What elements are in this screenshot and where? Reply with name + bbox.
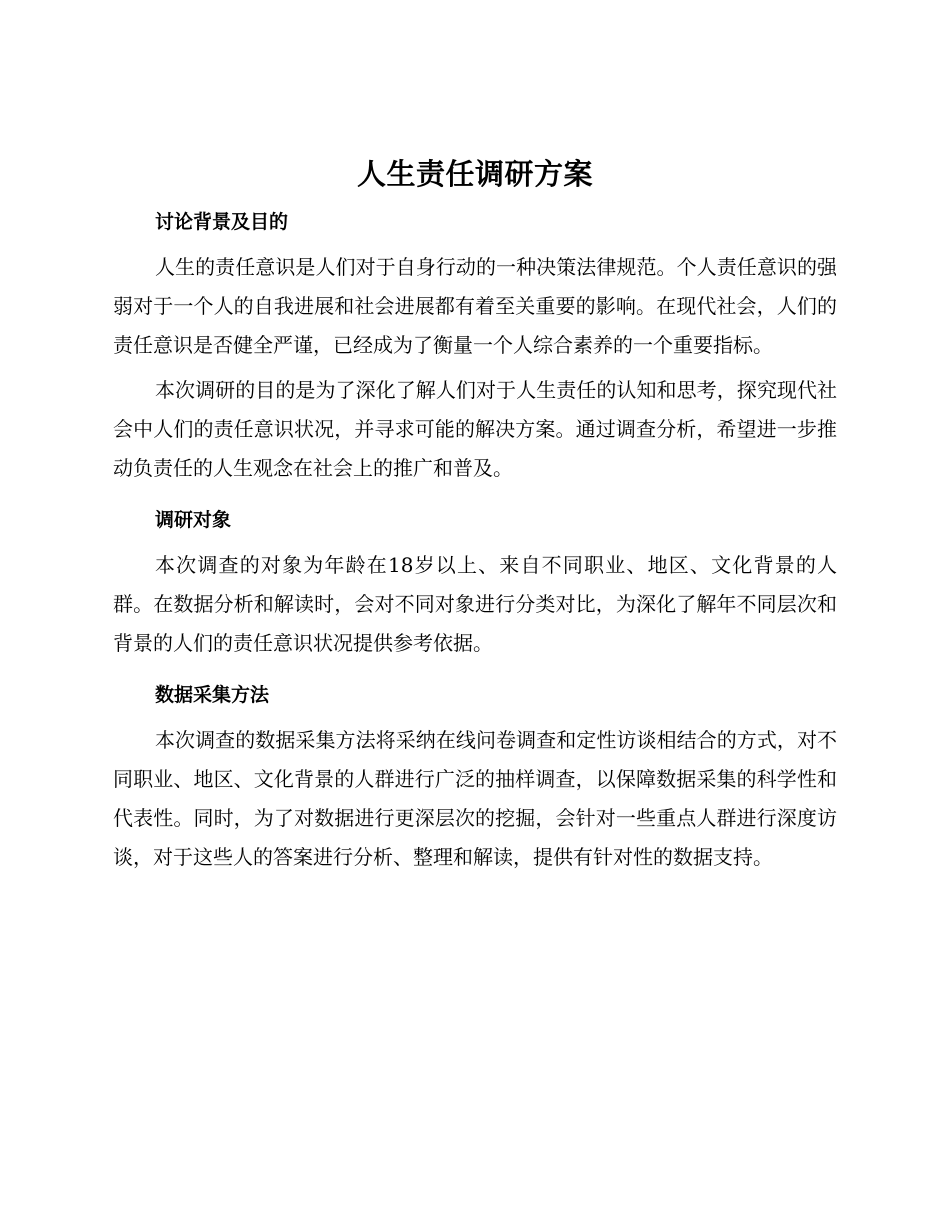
- document-page: [113, 146, 837, 877]
- paragraph-background-2: 本次调研的目的是为了深化了解人们对于人生责任的认知和思考，探究现代社会中人们的责任意识状况，并寻求可能的解决方案。通过调查分析，希望进一步推动负责任的人生观念在社会上的推广和普及。: [113, 378, 837, 480]
- paragraph-subjects: 本次调查的对象为年龄在18岁以上、来自不同职业、地区、文化背景的人群。在数据分析和解读时，会对不同对象进行分类对比，为深化了解年不同层次和背景的人们的责任意识状况提供参考依据。: [113, 553, 837, 655]
- section-subjects: [113, 500, 837, 663]
- section-data-collection: [113, 675, 837, 877]
- section-heading-subjects: 调研对象: [155, 509, 232, 531]
- section-heading-data-collection: 数据采集方法: [155, 684, 270, 706]
- paragraph-data-collection: 本次调查的数据采集方法将采纳在线问卷调查和定性访谈相结合的方式，对不同职业、地区、文化背景的人群进行广泛的抽样调查，以保障数据采集的科学性和代表性。同时，为了对数据进行更深层次的挖掘，会针对一些重点人群进行深度访谈，对于这些人的答案进行分析、整理和解读，提供有针对性的数据支持。: [113, 728, 837, 869]
- document-title: 人生责任调研方案: [356, 157, 593, 191]
- paragraph-background-1: 人生的责任意识是人们对于自身行动的一种决策法律规范。个人责任意识的强弱对于一个人的自我进展和社会进展都有着至关重要的影响。在现代社会，人们的责任意识是否健全严谨，已经成为了衡量一个人综合素养的一个重要指标。: [113, 255, 837, 357]
- section-heading-background: 讨论背景及目的: [155, 211, 289, 233]
- section-background: [113, 202, 837, 488]
